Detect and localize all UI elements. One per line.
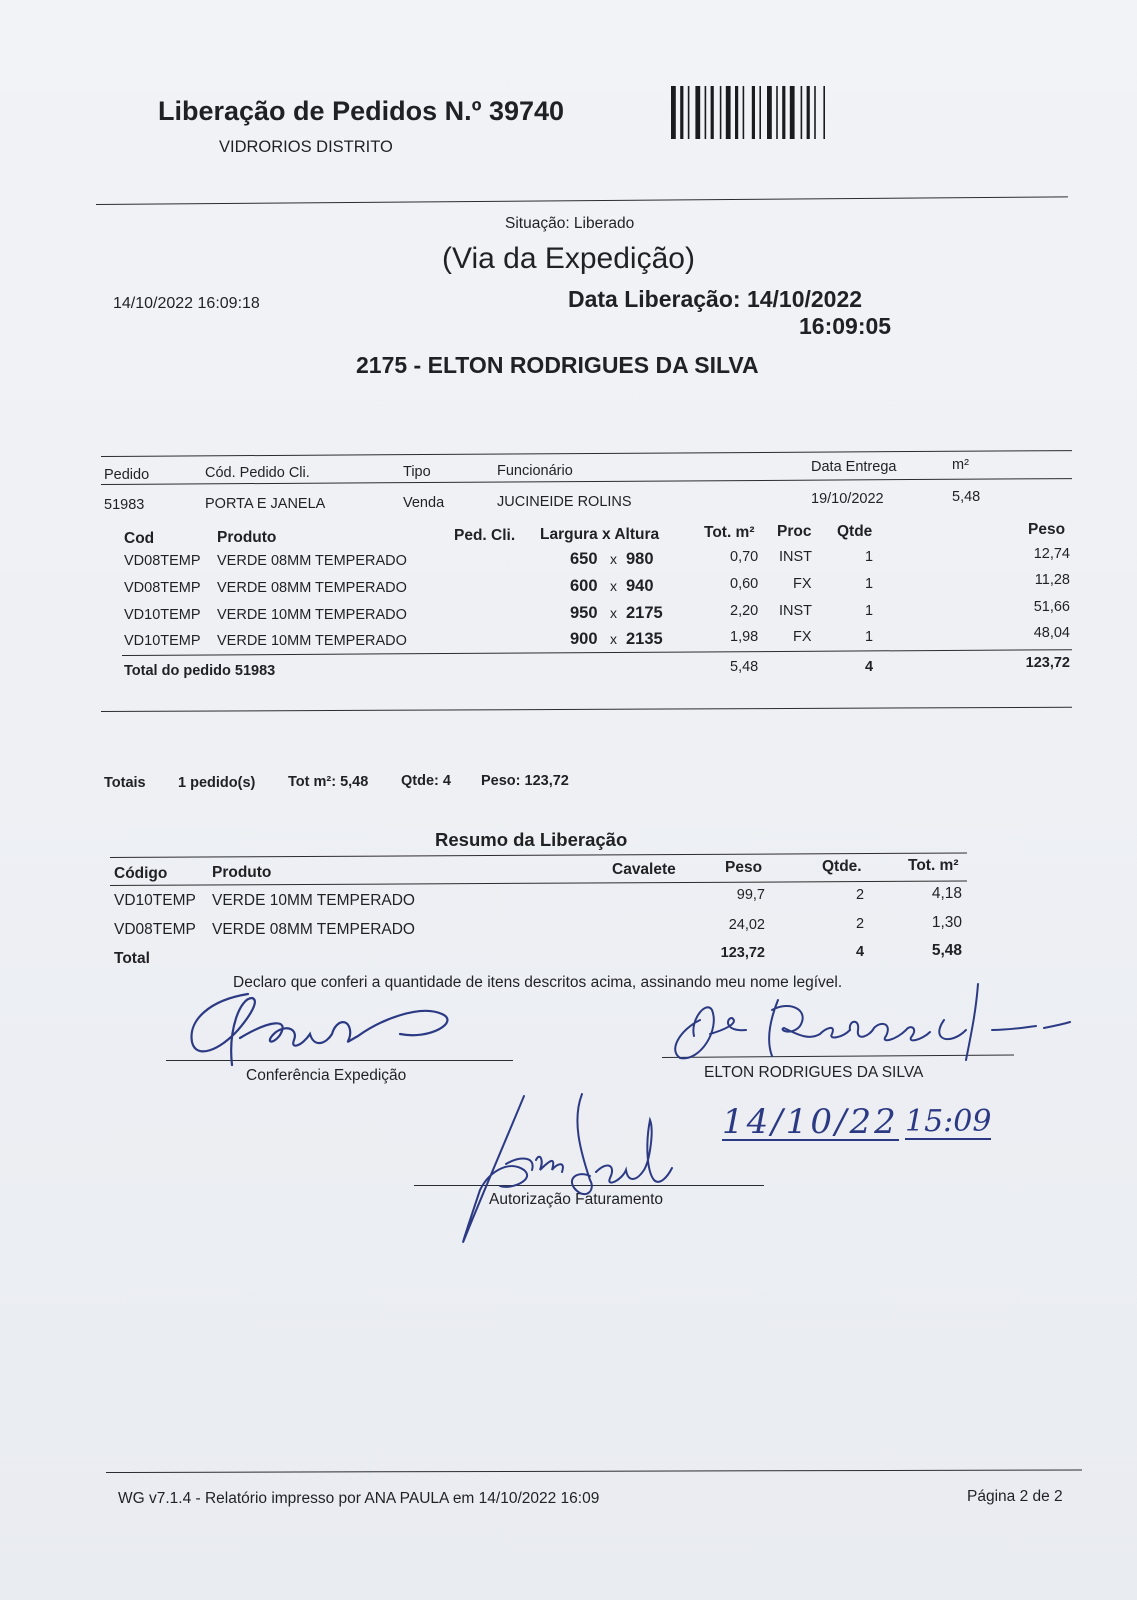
col-proc: Proc — [777, 523, 812, 540]
item-altura: 980 — [626, 550, 654, 568]
col-produto: Produto — [217, 529, 277, 546]
resumo-col-produto: Produto — [212, 864, 272, 881]
item-peso: 51,66 — [1033, 599, 1070, 615]
footer-divider — [106, 1469, 1082, 1473]
totais-pedidos: 1 pedido(s) — [178, 775, 256, 791]
resumo-col-codigo: Código — [114, 865, 168, 882]
items-total-line — [122, 649, 1072, 656]
item-largura: 650 — [570, 550, 598, 568]
barcode-bar — [671, 86, 676, 139]
totais-qtde: Qtde: 4 — [401, 773, 451, 789]
conferencia-label: Conferência Expedição — [246, 1067, 407, 1084]
barcode-bar — [688, 86, 690, 139]
barcode-bar — [680, 86, 683, 139]
footer-page-number: Página 2 de 2 — [967, 1488, 1063, 1505]
client-name: 2175 - ELTON RODRIGUES DA SILVA — [356, 352, 759, 378]
data-liberacao: Data Liberação: 14/10/2022 — [568, 286, 863, 312]
item-altura: 2135 — [626, 630, 663, 648]
col-m2: m² — [952, 457, 969, 473]
item-cod: VD10TEMP — [124, 607, 201, 623]
autorizacao-signature-icon — [440, 1090, 700, 1250]
item-qtde: 1 — [865, 629, 874, 645]
handwritten-date: 14/10/22 — [722, 1102, 899, 1142]
item-peso: 48,04 — [1033, 625, 1070, 641]
autorizacao-label: Autorização Faturamento — [489, 1191, 664, 1208]
total-pedido-label: Total do pedido 51983 — [124, 663, 276, 679]
item-cod: VD08TEMP — [124, 553, 201, 569]
item-tot-m2: 0,60 — [730, 576, 759, 592]
conferencia-signature-icon — [180, 990, 480, 1080]
total-pedido-m2: 5,48 — [730, 659, 759, 675]
item-qtde: 1 — [865, 549, 874, 565]
resumo-tot-m2: 1,30 — [931, 914, 962, 931]
resumo-tot-m2: 4,18 — [931, 885, 962, 902]
company-name: VIDRORIOS DISTRITO — [219, 138, 393, 156]
barcode-bar — [823, 86, 825, 139]
item-altura: 2175 — [626, 604, 663, 622]
via-title: (Via da Expedição) — [442, 242, 695, 275]
total-pedido-qtde: 4 — [865, 659, 874, 675]
item-x: x — [610, 551, 617, 567]
resumo-total-label: Total — [114, 950, 150, 967]
item-qtde: 1 — [865, 603, 874, 619]
barcode-bar — [807, 86, 810, 139]
barcode-bar — [720, 86, 722, 139]
resumo-peso: 99,7 — [736, 887, 765, 903]
handwritten-time: 15:09 — [905, 1104, 992, 1139]
col-cod: Cod — [124, 530, 155, 547]
resumo-qtde: 2 — [856, 916, 865, 932]
resumo-title: Resumo da Liberação — [435, 829, 628, 850]
col-data-entrega: Data Entrega — [811, 459, 897, 475]
resumo-col-cavalete: Cavalete — [612, 861, 676, 878]
footer-left-text: WG v7.1.4 - Relatório impresso por ANA PAULA em 14/10/2022 16:09 — [118, 1490, 600, 1507]
barcode-bar — [705, 86, 707, 139]
item-qtde: 1 — [865, 576, 874, 592]
document-title: Liberação de Pedidos N.º 39740 — [158, 96, 565, 126]
barcode-bar — [814, 86, 816, 139]
item-cod: VD08TEMP — [124, 580, 201, 596]
resumo-col-qtde: Qtde. — [822, 858, 862, 875]
data-liberacao-time: 16:09:05 — [799, 313, 892, 339]
totais-m2: Tot m²: 5,48 — [288, 774, 369, 790]
item-x: x — [610, 631, 617, 647]
resumo-produto: VERDE 10MM TEMPERADO — [212, 892, 415, 909]
item-x: x — [610, 605, 617, 621]
barcode-bar — [695, 86, 700, 139]
item-produto: VERDE 08MM TEMPERADO — [217, 553, 407, 569]
total-pedido-peso: 123,72 — [1025, 655, 1070, 671]
order-table-top-line — [101, 450, 1072, 457]
cliente-signature-icon — [660, 970, 1070, 1070]
col-pedido: Pedido — [104, 467, 150, 483]
item-tot-m2: 2,20 — [730, 603, 759, 619]
item-tot-m2: 1,98 — [730, 629, 759, 645]
barcode-bar — [743, 86, 745, 139]
barcode-icon — [671, 86, 843, 139]
barcode-bar — [726, 86, 731, 139]
resumo-total-qtde: 4 — [856, 944, 865, 960]
barcode-bar — [711, 86, 714, 139]
resumo-qtde: 2 — [856, 887, 865, 903]
resumo-peso: 24,02 — [728, 917, 765, 933]
barcode-bar — [759, 86, 761, 139]
resumo-col-peso: Peso — [725, 859, 763, 876]
item-peso: 11,28 — [1034, 572, 1070, 588]
order-tipo: Venda — [403, 495, 445, 511]
col-largura-altura: Largura x Altura — [540, 526, 660, 543]
col-tot-m2: Tot. m² — [704, 524, 755, 541]
col-ped-cli: Ped. Cli. — [454, 527, 516, 544]
resumo-codigo: VD10TEMP — [114, 892, 196, 909]
barcode-bar — [776, 86, 778, 139]
totais-peso: Peso: 123,72 — [481, 773, 569, 789]
declaration-text: Declaro que conferi a quantidade de itens descritos acima, assinando meu nome legível. — [233, 974, 843, 991]
item-produto: VERDE 10MM TEMPERADO — [217, 607, 407, 623]
item-produto: VERDE 10MM TEMPERADO — [217, 633, 407, 649]
barcode-bar — [735, 86, 738, 139]
resumo-produto: VERDE 08MM TEMPERADO — [212, 921, 415, 938]
items-bottom-line — [101, 707, 1072, 712]
order-funcionario: JUCINEIDE ROLINS — [497, 494, 632, 510]
resumo-total-peso: 123,72 — [720, 945, 765, 961]
print-datetime: 14/10/2022 16:09:18 — [113, 295, 260, 312]
barcode-bar — [790, 86, 795, 139]
item-largura: 600 — [570, 577, 598, 595]
barcode-bar — [782, 86, 785, 139]
item-peso: 12,74 — [1033, 546, 1070, 562]
item-proc: FX — [793, 576, 812, 592]
col-funcionario: Funcionário — [497, 463, 573, 479]
order-pedido: 51983 — [104, 497, 145, 513]
resumo-total-tot-m2: 5,48 — [931, 942, 962, 959]
item-proc: FX — [793, 629, 812, 645]
item-largura: 950 — [570, 604, 598, 622]
item-largura: 900 — [570, 630, 598, 648]
col-qtde: Qtde — [837, 523, 873, 540]
col-tipo: Tipo — [403, 464, 431, 480]
item-produto: VERDE 08MM TEMPERADO — [217, 580, 407, 596]
col-cod-pedido-cli: Cód. Pedido Cli. — [205, 465, 310, 481]
item-x: x — [610, 578, 617, 594]
order-data-entrega: 19/10/2022 — [811, 491, 884, 507]
order-cod-pedido-cli: PORTA E JANELA — [205, 496, 326, 512]
header-divider — [96, 196, 1068, 205]
order-m2: 5,48 — [952, 489, 981, 505]
item-proc: INST — [779, 549, 813, 565]
barcode-bar — [752, 86, 755, 139]
resumo-col-tot-m2: Tot. m² — [908, 857, 959, 874]
item-tot-m2: 0,70 — [730, 549, 759, 565]
barcode-bar — [801, 86, 803, 139]
item-altura: 940 — [626, 577, 654, 595]
totais-label: Totais — [104, 775, 146, 791]
situacao-text: Situação: Liberado — [505, 215, 635, 232]
item-cod: VD10TEMP — [124, 633, 201, 649]
item-proc: INST — [779, 603, 813, 619]
resumo-codigo: VD08TEMP — [114, 921, 196, 938]
col-peso: Peso — [1028, 521, 1066, 538]
cliente-signature-label: ELTON RODRIGUES DA SILVA — [704, 1064, 924, 1081]
barcode-bar — [767, 86, 772, 139]
